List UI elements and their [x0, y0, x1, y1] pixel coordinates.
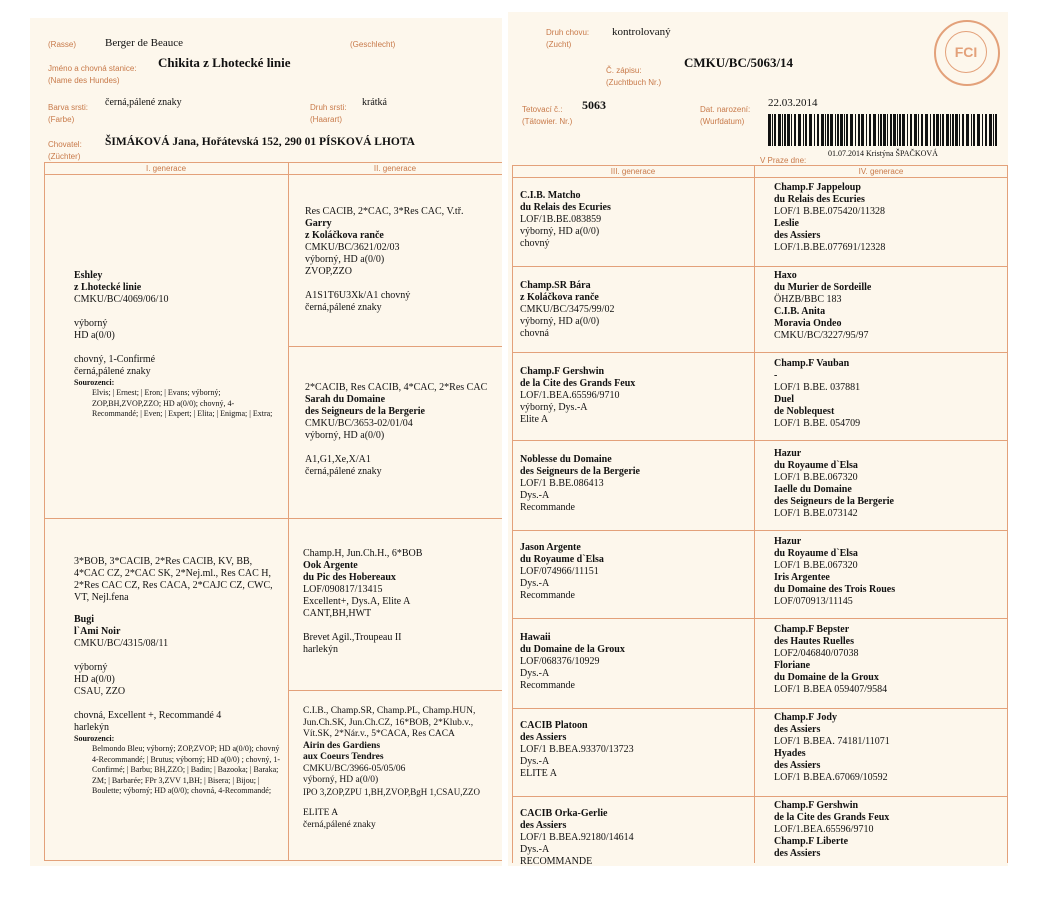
- gen4-dam-reg: CMKU/BC/3227/95/97: [774, 330, 869, 341]
- gen1-dam-line: [74, 698, 280, 710]
- gen2-line: černá,pálené znaky: [305, 302, 382, 313]
- generation-1-header: I. generace: [145, 164, 187, 173]
- gen4-dam-name: Duel: [774, 394, 794, 405]
- gen4-cell-8: [774, 800, 1004, 860]
- color-label-cz: Barva srsti:: [48, 103, 89, 112]
- gen1-dam-line: výborný: [74, 662, 108, 673]
- gen3-cell-2: [520, 280, 750, 340]
- breed-label: (Rasse): [48, 40, 77, 49]
- gen2-line: [305, 442, 497, 454]
- gen4-sire-reg: LOF/1.BEA.65596/9710: [774, 824, 874, 835]
- gen2-line: CMKU/BC/3966-05/05/06: [303, 763, 406, 774]
- gen4-cell-7: [774, 712, 1004, 784]
- gen1-dam-titles: 3*BOB, 3*CACIB, 2*Res CACIB, KV, BB, 4*CAC CZ, 2*CAC SK, 2*Nej.ml., Res CAC H, 2*Res CAC CZ, Res CACA, 2*CAJC CZ, CWC, VT, Nejl.fena: [74, 556, 273, 603]
- gen4-sire-name: Champ.F Jappeloup: [774, 182, 861, 193]
- gen4-sire-reg: LOF2/046840/07038: [774, 648, 859, 659]
- gen4-dam-name: Floriane: [774, 660, 811, 671]
- gen3-kennel: des Assiers: [520, 732, 567, 743]
- gen4-sire-reg: LOF/1 B.BE. 037881: [774, 382, 861, 393]
- gen3-kennel: du Domaine de la Groux: [520, 644, 625, 655]
- gen2-kennel: des Seigneurs de la Bergerie: [305, 406, 425, 417]
- gen2-line: Brevet Agil.,Troupeau II: [303, 632, 402, 643]
- gen4-sire-reg: ÖHZB/BBC 183: [774, 294, 842, 305]
- gen1-sire-line: černá,pálené znaky: [74, 366, 151, 377]
- gen4-dam-name: Iris Argentee: [774, 572, 830, 583]
- gen1-dam-name: Bugi: [74, 614, 95, 625]
- gen3-line: LOF/074966/11151: [520, 566, 599, 577]
- gen4-dam-kennel: du Domaine de la Groux: [774, 672, 879, 683]
- gen2-line: CANT,BH,HWT: [303, 608, 372, 619]
- gen2-kennel: z Koláčkova ranče: [305, 230, 384, 241]
- gen4-sire-kennel: des Assiers: [774, 724, 821, 735]
- gen4-dam-reg: LOF/1 B.BEA 059407/9584: [774, 684, 888, 695]
- gen2-cell-4: [303, 706, 501, 831]
- gen2-line: výborný, HD a(0/0): [305, 430, 385, 441]
- coat-label-cz: Druh srsti:: [310, 103, 347, 112]
- gen2-titles: Res CACIB, 2*CAC, 3*Res CAC, V.tř.: [305, 206, 464, 217]
- gen3-name: CACIB Platoon: [520, 720, 588, 731]
- coat-value: krátká: [362, 97, 387, 108]
- gen2-line: černá,pálené znaky: [305, 466, 382, 477]
- gen4-dam-name: Champ.F Liberte: [774, 836, 849, 847]
- color-label-de: (Farbe): [48, 115, 75, 124]
- gen2-line: LOF/090817/13415: [303, 584, 383, 595]
- coat-label-de: (Haarart): [310, 115, 343, 124]
- gen3-kennel: du Royaume d`Elsa: [520, 554, 604, 565]
- gen3-name: Champ.F Gershwin: [520, 366, 605, 377]
- gen1-dam-line: CSAU, ZZO: [74, 686, 126, 697]
- gen3-kennel: de la Cite des Grands Feux: [520, 378, 636, 389]
- gen4-dam-reg: LOF/070913/11145: [774, 596, 853, 607]
- tattoo-value: 5063: [582, 98, 606, 112]
- dob-label-de: (Wurfdatum): [700, 117, 745, 126]
- generation-2-header: II. generace: [373, 164, 417, 173]
- gen4-sire-name: Champ.F Jody: [774, 712, 837, 723]
- gen3-line: Elite A: [520, 414, 549, 425]
- tattoo-label-de: (Tätowier. Nr.): [522, 117, 573, 126]
- gen3-line: Recommande: [520, 502, 575, 513]
- gen3-line: výborný, Dys.-A: [520, 402, 588, 413]
- gen4-cell-1: [774, 182, 1004, 254]
- gen4-dam-reg: LOF/1 B.BEA.67069/10592: [774, 772, 888, 783]
- gen3-line: LOF/1 B.BEA.93370/13723: [520, 744, 634, 755]
- generation-4-header: IV. generace: [858, 167, 904, 176]
- gen2-name: Garry: [305, 218, 332, 229]
- gen4-dam-kennel: du Domaine des Trois Roues: [774, 584, 896, 595]
- gen2-line: [303, 798, 501, 808]
- gen4-cell-6: [774, 624, 1004, 696]
- issued-label: V Praze dne:: [760, 156, 807, 165]
- gen4-dam-kennel: des Assiers: [774, 848, 821, 859]
- breeder-label-cz: Chovatel:: [48, 140, 82, 149]
- gen1-sire-siblings-label: Sourozenci:: [74, 378, 115, 387]
- gen4-sire-reg: LOF/1 B.BEA. 74181/11071: [774, 736, 890, 747]
- issued-value: 01.07.2014 Kristýna ŠPAČKOVÁ: [828, 149, 938, 158]
- gen1-sire-line: chovný, 1-Confirmé: [74, 354, 156, 365]
- gen3-cell-8: [520, 808, 750, 868]
- reg-label-de: (Zuchtbuch Nr.): [606, 78, 662, 87]
- gen3-line: výborný, HD a(0/0): [520, 316, 600, 327]
- gen2-kennel: du Pic des Hobereaux: [303, 572, 396, 583]
- gen4-sire-kennel: du Relais des Ecuries: [774, 194, 865, 205]
- gen4-dam-kennel: des Seigneurs de la Bergerie: [774, 496, 894, 507]
- gen4-cell-5: [774, 536, 1004, 608]
- gen3-kennel: z Koláčkova ranče: [520, 292, 599, 303]
- gen3-line: LOF/1 B.BE.086413: [520, 478, 604, 489]
- gen3-line: ELITE A: [520, 768, 557, 779]
- gen4-cell-4: [774, 448, 1004, 520]
- gen2-cell-3: [303, 548, 497, 656]
- gen4-sire-name: Champ.F Bepster: [774, 624, 850, 635]
- gen4-sire-kennel: du Royaume d`Elsa: [774, 548, 858, 559]
- color-value: černá,pálené znaky: [105, 97, 182, 108]
- gen4-sire-reg: LOF/1 B.BE.075420/11328: [774, 206, 886, 217]
- gen2-name: Ook Argente: [303, 560, 358, 571]
- gen3-name: Jason Argente: [520, 542, 581, 553]
- breeder-label-de: (Züchter): [48, 152, 81, 161]
- gen3-line: CMKU/BC/3475/99/02: [520, 304, 615, 315]
- name-label-de: (Name des Hundes): [48, 76, 120, 85]
- gen4-dam-kennel: de Noblequest: [774, 406, 835, 417]
- gen1-sire-name: Eshley: [74, 270, 103, 281]
- gen2-cell-2: [305, 382, 497, 478]
- gen3-line: chovná: [520, 328, 549, 339]
- gen3-line: chovný: [520, 238, 550, 249]
- gen2-line: CMKU/BC/3621/02/03: [305, 242, 400, 253]
- gen3-name: Noblesse du Domaine: [520, 454, 612, 465]
- gen2-line: [305, 278, 497, 290]
- gen3-cell-4: [520, 454, 750, 514]
- breeding-label-de: (Zucht): [546, 40, 572, 49]
- gen1-dam-line: [74, 650, 280, 662]
- gen1-sire-line: HD a(0/0): [74, 330, 115, 341]
- gen2-line: [303, 620, 497, 632]
- gen4-sire-reg: LOF/1 B.BE.067320: [774, 472, 858, 483]
- gen4-sire-kennel: des Hautes Ruelles: [774, 636, 854, 647]
- generation-3-header: III. generace: [610, 167, 656, 176]
- fci-logo-text: FCI: [945, 31, 987, 73]
- gen3-name: CACIB Orka-Gerlie: [520, 808, 608, 819]
- breeding-label-cz: Druh chovu:: [546, 28, 590, 37]
- dob-label-cz: Dat. narození:: [700, 105, 751, 114]
- dog-name: Chikita z Lhotecké linie: [158, 55, 291, 70]
- gen3-cell-1: [520, 190, 750, 250]
- gen3-name: Champ.SR Bára: [520, 280, 591, 291]
- tattoo-label-cz: Tetovací č.:: [522, 105, 563, 114]
- gen2-name: Airin des Gardiens: [303, 740, 381, 751]
- gen3-kennel: des Assiers: [520, 820, 567, 831]
- gen4-dam-name: Hyades: [774, 748, 806, 759]
- gen4-sire-name: Haxo: [774, 270, 797, 281]
- gen1-dam-siblings-label: Sourozenci:: [74, 734, 115, 743]
- gen1-sire-cell: [74, 270, 279, 420]
- gen3-kennel: du Relais des Ecuries: [520, 202, 611, 213]
- gen3-name: Hawaii: [520, 632, 551, 643]
- gen4-sire-kennel: de la Cite des Grands Feux: [774, 812, 890, 823]
- gen4-sire-reg: LOF/1 B.BE.067320: [774, 560, 858, 571]
- gen1-sire-line: [74, 306, 279, 318]
- gen3-name: C.I.B. Matcho: [520, 190, 581, 201]
- reg-number: CMKU/BC/5063/14: [684, 55, 794, 70]
- gen4-sire-kennel: du Murier de Sordeille: [774, 282, 872, 293]
- gen1-sire-line: výborný: [74, 318, 108, 329]
- gen4-dam-kennel: des Assiers: [774, 230, 821, 241]
- fci-logo: [934, 20, 1000, 86]
- gen2-titles: C.I.B., Champ.SR, Champ.PL, Champ.HUN, Jun.Ch.SK, Jun.Ch.CZ, 16*BOB, 2*Klub.v., Vít.SK, 2*Nár.v., 5*CACA, Res CACA: [303, 706, 476, 739]
- gen1-dam-cell: [74, 556, 280, 797]
- gen1-dam-kennel: l`Ami Noir: [74, 626, 121, 637]
- gen1-dam-line: chovná, Excellent +, Recommandé 4: [74, 710, 222, 721]
- gen4-dam-name: Iaelle du Domaine: [774, 484, 852, 495]
- gen4-dam-kennel: Moravia Ondeo: [774, 318, 842, 329]
- barcode-image: [768, 114, 998, 146]
- gen2-name: Sarah du Domaine: [305, 394, 386, 405]
- gen3-kennel: des Seigneurs de la Bergerie: [520, 466, 640, 477]
- gen2-line: ELITE A: [303, 808, 339, 818]
- gen3-cell-5: [520, 542, 750, 602]
- breeder-value: ŠIMÁKOVÁ Jana, Hořátevská 152, 290 01 PÍSKOVÁ LHOTA: [105, 136, 415, 148]
- gen3-cell-6: [520, 632, 750, 692]
- gen2-line: ZVOP,ZZO: [305, 266, 352, 277]
- gen1-sire-line: CMKU/BC/4069/06/10: [74, 294, 169, 305]
- gen4-dam-reg: LOF/1 B.BE. 054709: [774, 418, 861, 429]
- gen4-dam-reg: LOF/1 B.BE.073142: [774, 508, 858, 519]
- name-label-cz: Jméno a chovná stanice:: [48, 64, 137, 73]
- gen3-line: LOF/1B.BE.083859: [520, 214, 602, 225]
- gen4-dam-name: Leslie: [774, 218, 799, 229]
- gen3-line: výborný, HD a(0/0): [520, 226, 600, 237]
- gen2-line: CMKU/BC/3653-02/01/04: [305, 418, 413, 429]
- gen4-sire-name: Hazur: [774, 448, 802, 459]
- gen4-sire-name: Champ.F Vauban: [774, 358, 850, 369]
- gen3-line: Dys.-A: [520, 578, 550, 589]
- breeding-value: kontrolovaný: [612, 26, 671, 38]
- gen1-sire-kennel: z Lhotecké linie: [74, 282, 142, 293]
- gen4-sire-kennel: du Royaume d`Elsa: [774, 460, 858, 471]
- gen4-cell-3: [774, 358, 1004, 430]
- gen1-sire-siblings: Elvis; | Ernest; | Eron; | Evans; výborný; ZOP,BH,ZVOP,ZZO; HD a(0/0); chovný, 4-Recommandé; | Even; | Expert; | Elita; | Enigma; | Extra;: [92, 388, 273, 418]
- reg-label-cz: Č. zápisu:: [606, 66, 642, 75]
- gen3-line: Recommande: [520, 680, 575, 691]
- gen4-dam-reg: LOF/1.B.BE.077691/12328: [774, 242, 886, 253]
- gen2-titles: Champ.H, Jun.Ch.H., 6*BOB: [303, 548, 423, 559]
- gen3-cell-3: [520, 366, 750, 426]
- gen2-line: Excellent+, Dys.A, Elite A: [303, 596, 411, 607]
- gen3-line: LOF/1 B.BEA.92180/14614: [520, 832, 634, 843]
- breed-value: Berger de Beauce: [105, 37, 183, 49]
- gen2-line: A1,G1,Xe,X/A1: [305, 454, 371, 465]
- gen2-line: výborný, HD a(0/0): [305, 254, 385, 265]
- gen4-dam-name: C.I.B. Anita: [774, 306, 826, 317]
- gen4-sire-kennel: -: [774, 370, 778, 381]
- dob-value: 22.03.2014: [768, 97, 818, 109]
- gen1-dam-line: HD a(0/0): [74, 674, 115, 685]
- gen3-line: Dys.-A: [520, 490, 550, 501]
- gen3-line: Dys.-A: [520, 756, 550, 767]
- gen2-line: harlekýn: [303, 644, 338, 655]
- gen2-line: výborný, HD a(0/0): [303, 775, 379, 785]
- gen3-line: Dys.-A: [520, 844, 550, 855]
- gen4-dam-kennel: des Assiers: [774, 760, 821, 771]
- sex-label: (Geschlecht): [350, 40, 396, 49]
- gen1-dam-line: harlekýn: [74, 722, 109, 733]
- gen4-sire-name: Champ.F Gershwin: [774, 800, 859, 811]
- gen2-line: IPO 3,ZOP,ZPU 1,BH,ZVOP,BgH 1,CSAU,ZZO: [303, 786, 481, 797]
- gen3-line: LOF/1.BEA.65596/9710: [520, 390, 620, 401]
- gen3-line: LOF/068376/10929: [520, 656, 600, 667]
- gen2-line: A1S1T6U3Xk/A1 chovný: [305, 290, 411, 301]
- gen3-line: RECOMMANDE: [520, 856, 593, 867]
- gen1-sire-line: [74, 342, 279, 354]
- gen1-dam-line: CMKU/BC/4315/08/11: [74, 638, 169, 649]
- gen2-cell-1: [305, 206, 497, 314]
- gen2-titles: 2*CACIB, Res CACIB, 4*CAC, 2*Res CAC: [305, 382, 488, 393]
- gen1-dam-siblings: Belmondo Bleu; výborný; ZOP,ZVOP; HD a(0/0); chovný 4-Recommandé; | Brutus; výborný; HD a(0/0) ; chovný, 1-Confirmé; | Barbu; BH,ZZO; | Badin; | Bazooka; | Baraka; ZM; | Barbarée; FPr 3,ZVV 1,BH; | Bisera; | Bijou; | Boulette; výborný; HD a(0/0); chovná, 4-Recommandé;: [92, 744, 281, 795]
- gen3-cell-7: [520, 720, 750, 780]
- gen3-line: Recommande: [520, 590, 575, 601]
- gen2-line: černá,pálené znaky: [303, 819, 376, 830]
- gen2-kennel: aux Coeurs Tendres: [303, 752, 384, 762]
- gen4-sire-name: Hazur: [774, 536, 802, 547]
- gen4-cell-2: [774, 270, 1004, 342]
- gen3-line: Dys.-A: [520, 668, 550, 679]
